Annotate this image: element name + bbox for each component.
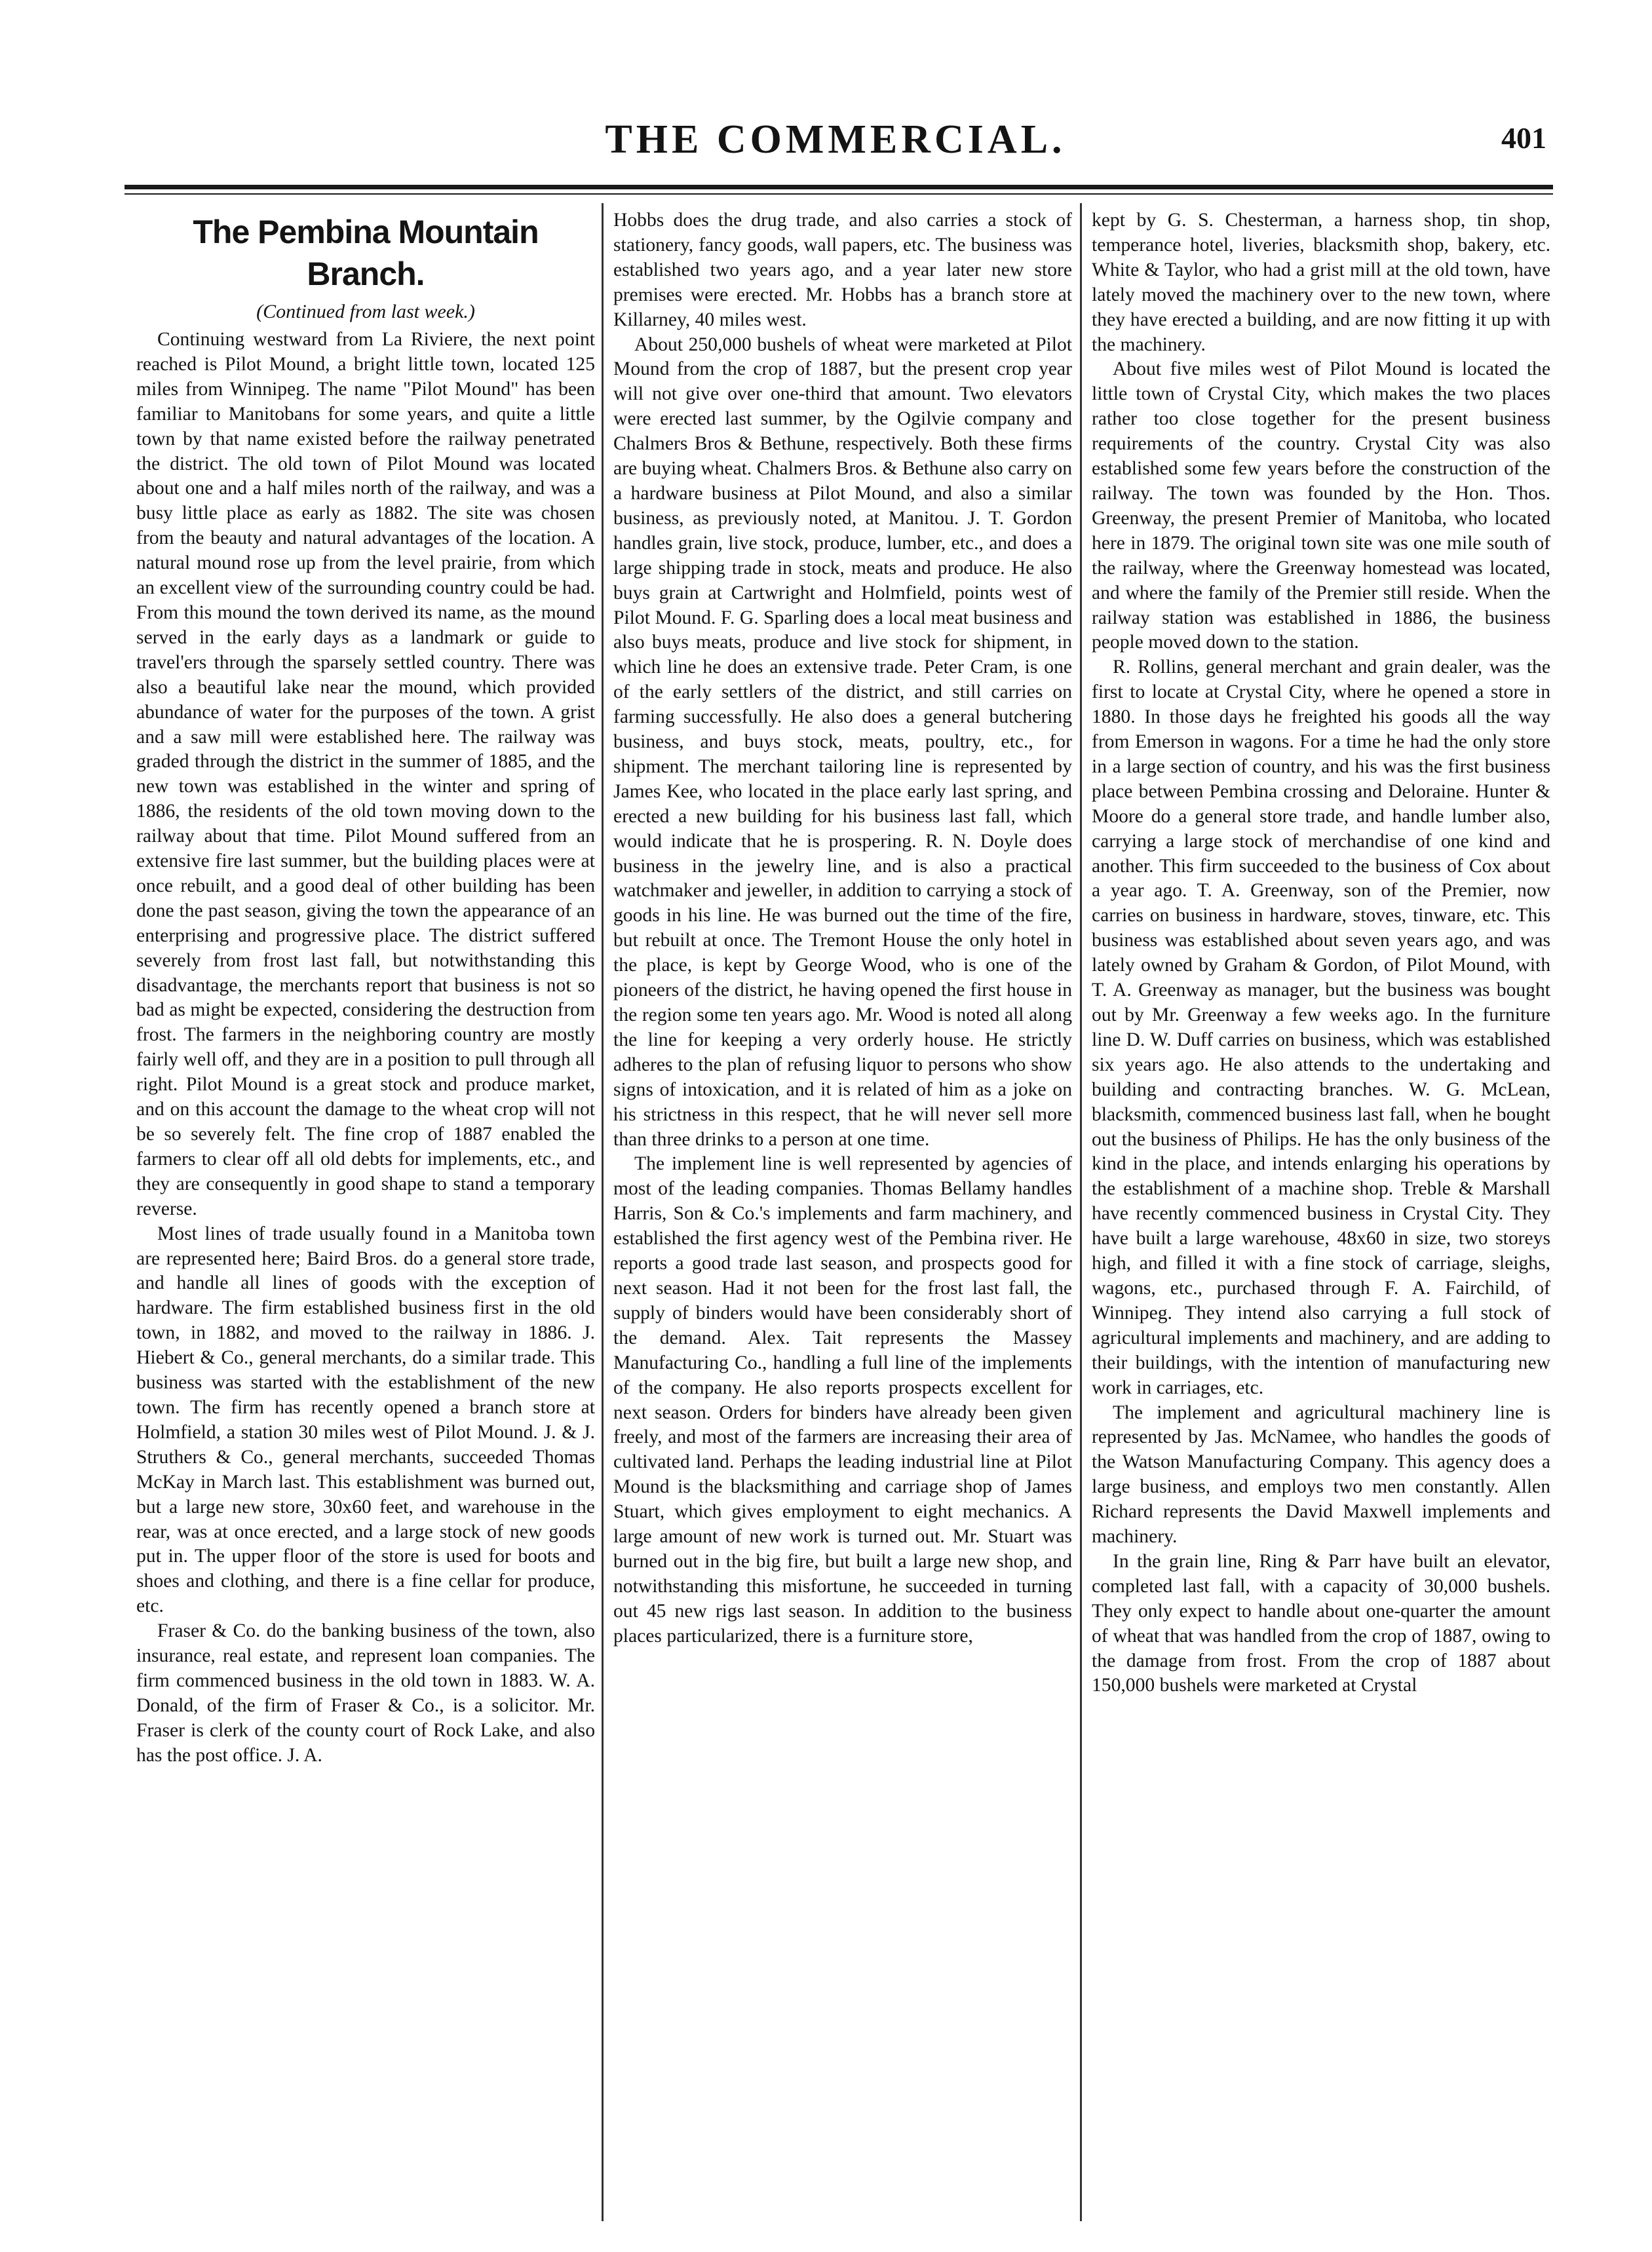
paragraph: R. Rollins, general merchant and grain dealer, was the first to locate at Crystal City, where he opened a store in 1880. In those days he freighted his goods all the way from Emerson in wagons. For a time he had the only store in a large section of country, and his was the first business place between Pembina crossing and Deloraine. Hunter & Moore do a general store trade, and handle lumber also, carrying a large stock of merchandise of one kind and another. This firm succeeded to the business of Cox about a year ago. T. A. Greenway, son of the Premier, now carries on business in hardware, stoves, tinware, etc. This business was established about seven years ago, and was lately owned by Graham & Gordon, of Pilot Mound, with T. A. Greenway as manager, but the business was bought out by Mr. Greenway a few weeks ago. In the furniture line D. W. Duff carries on business, which was established six years ago. He also attends to the undertaking and building and contracting branches. W. G. McLean, blacksmith, commenced business last fall, when he bought out the business of Philips. He has the only business of the kind in the place, and intends enlarging his operations by the establishment of a machine shop. Treble & Marshall have recently commenced business in Crystal City. They have built a large warehouse, 48x60 in size, two storeys high, and filled it with a fine stock of carriage, sleighs, wagons, etc., purchased through F. A. Fairchild, of Winnipeg. They intend also carrying a full stock of agricultural implements and machinery, and are adding to their buildings, with the intention of manufacturing new work in carriages, etc. bbox=[1092, 657, 1550, 1398]
article-column-2 bbox=[613, 208, 1072, 2220]
paragraph: In the grain line, Ring & Parr have built an elevator, completed last fall, with a capacity of 30,000 bushels. They only expect to handle about one-quarter the amount of wheat that was handled from the crop of 1887, owing to the damage from frost. From the crop of 1887 about 150,000 bushels were marketed at Crystal bbox=[1092, 1550, 1550, 1696]
column-divider bbox=[1080, 203, 1082, 2221]
paragraph: The implement line is well represented by agencies of most of the leading companies. Thomas Bellamy handles Harris, Son & Co.'s implements and farm machinery, and established the first agency west of the Pembina river. He reports a good trade last season, and prospects good for next season. Had it not been for the frost last fall, the supply of binders would have been considerably short of the demand. Alex. Tait represents the Massey Manufacturing Co., handling a full line of the implements of the company. He also reports prospects excellent for next season. Orders for binders have already been given freely, and most of the farmers are increasing their area of cultivated land. Perhaps the leading industrial line at Pilot Mound is the blacksmithing and carriage shop of James Stuart, which gives employment to eight mechanics. A large amount of new work is turned out. Mr. Stuart was burned out in the big fire, but built a large new shop, and notwithstanding this misfortune, he succeeded in turning out 45 new rigs last season. In addition to the business places particularized, there is a furniture store, bbox=[613, 1153, 1072, 1647]
article-column-3 bbox=[1092, 208, 1550, 2220]
paragraph: Continuing westward from La Riviere, the next point reached is Pilot Mound, a bright little town, located 125 miles from Winnipeg. The name "Pilot Mound" has been familiar to Manitobans for some years, and quite a little town by that name existed before the railway penetrated the district. The old town of Pilot Mound was located about one and a half miles north of the railway, and was a busy little place as early as 1882. The site was chosen from the beauty and natural advantages of the location. A natural mound rose up from the level prairie, from which an excellent view of the surrounding country could be had. From this mound the town derived its name, as the mound served in the early days as a landmark or guide to travel'ers through the sparsely settled country. There was also a beautiful lake near the mound, which provided abundance of water for the purposes of the town. A grist and a saw mill were established here. The railway was graded through the district in the summer of 1885, and the new town was established in the winter and spring of 1886, the residents of the old town moving down to the railway about that time. Pilot Mound suffered from an extensive fire last summer, but the building places were at once rebuilt, and a good deal of other building has been done the past season, giving the town the appearance of an enterprising and progressive place. The district suffered severely from frost last fall, but notwithstanding this disadvantage, the merchants report that business is not so bad as might be expected, considering the destruction from frost. The farmers in the neighboring country are mostly fairly well off, and they are in a position to pull through all right. Pilot Mound is a great stock and produce market, and on this account the damage to the wheat crop will not be so severely felt. The fine crop of 1887 enabled the farmers to clear off all old debts for implements, etc., and they are consequently in good shape to stand a temporary reverse. bbox=[136, 329, 595, 1219]
paragraph: Fraser & Co. do the banking business of the town, also insurance, real estate, and represent loan companies. The firm commenced business in the old town in 1883. W. A. Donald, of the firm of Fraser & Co., is a solicitor. Mr. Fraser is clerk of the county court of Rock Lake, and also has the post office. J. A. bbox=[136, 1620, 595, 1766]
paragraph: The implement and agricultural machinery line is represented by Jas. McNamee, who handles the goods of the Watson Manufacturing Company. This agency does a large business, and employs two men constantly. Allen Richard represents the David Maxwell implements and machinery. bbox=[1092, 1402, 1550, 1548]
header-rule-thick bbox=[125, 185, 1553, 189]
newspaper-title: THE COMMERCIAL. bbox=[605, 117, 1066, 162]
paragraph: Hobbs does the drug trade, and also carries a stock of stationery, fancy goods, wall papers, etc. The business was established two years ago, and a year later new store premises were erected. Mr. Hobbs has a branch store at Killarney, 40 miles west. bbox=[613, 210, 1072, 330]
paragraph: About 250,000 bushels of wheat were marketed at Pilot Mound from the crop of 1887, but the present crop year will not give over one-third that amount. Two elevators were erected last summer, by the Ogilvie company and Chalmers Bros & Bethune, respectively. Both these firms are buying wheat. Chalmers Bros. & Bethune also carry on a hardware business at Pilot Mound, and also a similar business, as previously noted, at Manitou. J. T. Gordon handles grain, live stock, produce, lumber, etc., and does a large shipping trade in stock, meats and produce. He also buys grain at Cartwright and Holmfield, points west of Pilot Mound. F. G. Sparling does a local meat business and also buys meats, produce and live stock for shipment, in which line he does an extensive trade. Peter Cram, is one of the early settlers of the district, and still carries on farming successfully. He also does a general butchering business, and buys stock, meats, poultry, etc., for shipment. The merchant tailoring line is represented by James Kee, who located in the place early last spring, and erected a new building for his business last fall, which would indicate that he is prospering. R. N. Doyle does business in the jewelry line, and is also a practical watchmaker and jeweller, in addition to carrying a stock of goods in his line. He was burned out the time of the fire, but rebuilt at once. The Tremont House the only hotel in the place, is kept by George Wood, who is one of the pioneers of the district, he having opened the first house in the region some ten years ago. Mr. Wood is noted all along the line for keeping a very orderly house. He strictly adheres to the plan of refusing liquor to persons who show signs of intoxication, and it is related of him as a joke on his strictness in this respect, that he will never sell more than three drinks to a person at one time. bbox=[613, 334, 1072, 1150]
paragraph: About five miles west of Pilot Mound is located the little town of Crystal City, which makes the two places rather too close together for the present business requirements of the country. Crystal City was also established some few years before the construction of the railway. The town was founded by the Hon. Thos. Greenway, the present Premier of Manitoba, who located here in 1879. The original town site was one mile south of the railway, where the Greenway homestead was located, and where the family of the Premier still reside. When the railway station was established in 1886, the business people moved down to the station. bbox=[1092, 358, 1550, 653]
article-headline: The Pembina Mountain Branch. bbox=[193, 214, 539, 292]
article-subhead: (Continued from last week.) bbox=[256, 301, 475, 322]
paragraph: Most lines of trade usually found in a Manitoba town are represented here; Baird Bros. do a general store trade, and handle all lines of goods with the exception of hardware. The firm established business first in the old town, in 1882, and moved to the railway in 1886. J. Hiebert & Co., general merchants, do a similar trade. This business was started with the establishment of the new town. The firm has recently opened a branch store at Holmfield, a station 30 miles west of Pilot Mound. J. & J. Struthers & Co., general merchants, succeeded Thomas McKay in March last. This establishment was burned out, but a large new store, 30x60 feet, and warehouse in the rear, was at once erected, and a large stock of new goods put in. The upper floor of the store is used for boots and shoes and clothing, and there is a fine cellar for produce, etc. bbox=[136, 1223, 595, 1617]
masthead bbox=[125, 111, 1546, 164]
page-number: 401 bbox=[1501, 121, 1546, 155]
paragraph: kept by G. S. Chesterman, a harness shop, tin shop, temperance hotel, liveries, blacksmith shop, bakery, etc. White & Taylor, who had a grist mill at the old town, have lately moved the machinery over to the new town, where they have erected a building, and are now fitting it up with the machinery. bbox=[1092, 210, 1550, 355]
article-column-1 bbox=[136, 208, 595, 2220]
column-divider bbox=[602, 203, 604, 2221]
header-rule-thin bbox=[125, 193, 1553, 195]
